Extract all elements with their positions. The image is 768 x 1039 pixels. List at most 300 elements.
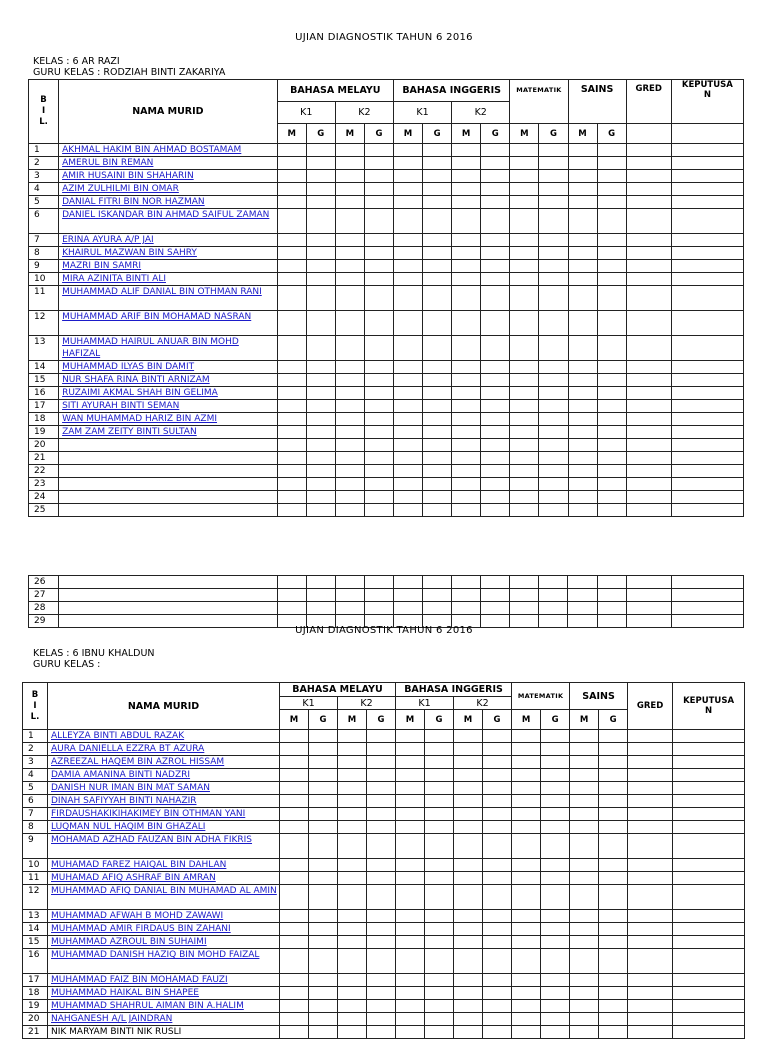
score-cell — [309, 1000, 338, 1013]
score-cell — [338, 769, 367, 782]
score-cell — [539, 374, 568, 387]
table-row — [23, 795, 745, 808]
student-name-link[interactable]: NUR SHAFA RINA BINTI ARNIZAM — [62, 375, 210, 385]
col-header-k2: K2 — [338, 697, 396, 710]
table-row — [29, 576, 744, 589]
score-cell — [483, 808, 512, 821]
score-cell — [367, 859, 396, 872]
score-cell — [364, 183, 393, 196]
score-cell — [597, 387, 626, 400]
score-cell — [599, 782, 628, 795]
score-cell — [541, 743, 570, 756]
student-name-link[interactable]: MUHAMMAD AFWAH B MOHD ZAWAWI — [51, 911, 224, 921]
col-header-m: M — [512, 710, 541, 730]
student-name-link[interactable]: MUHAMMAD SHAHRUL AIMAN BIN A.HALIM — [51, 1001, 244, 1011]
score-cell — [280, 949, 309, 974]
score-cell — [423, 234, 452, 247]
score-cell — [338, 872, 367, 885]
score-cell — [512, 936, 541, 949]
student-name-link[interactable]: MIRA AZINITA BINTI ALI — [62, 274, 166, 284]
score-cell — [364, 144, 393, 157]
score-cell — [423, 170, 452, 183]
score-cell — [673, 756, 745, 769]
score-cell — [568, 196, 597, 209]
student-name-cell — [59, 439, 278, 452]
student-name-link[interactable]: MUHAMMAD AFIQ DANIAL BIN MUHAMAD AL AMIN — [51, 886, 277, 896]
score-cell — [541, 949, 570, 974]
student-name-link[interactable]: AURA DANIELLA EZZRA BT AZURA — [51, 744, 205, 754]
score-cell — [539, 273, 568, 286]
row-number: 10 — [29, 273, 59, 286]
score-cell — [425, 885, 454, 910]
student-name-link[interactable]: MOHAMAD AZHAD FAUZAN BIN ADHA FIKRIS — [51, 835, 253, 845]
score-cell — [277, 387, 306, 400]
score-cell — [599, 974, 628, 987]
col-header-m: M — [454, 710, 483, 730]
score-cell — [425, 808, 454, 821]
score-cell — [570, 834, 599, 859]
score-cell — [481, 286, 510, 311]
score-cell — [483, 936, 512, 949]
student-name-cell — [48, 834, 280, 859]
student-name-link[interactable]: KHAIRUL MAZWAN BIN SAHRY — [62, 248, 197, 258]
score-cell — [306, 439, 335, 452]
score-cell — [671, 311, 743, 336]
score-cell — [280, 782, 309, 795]
score-cell — [483, 821, 512, 834]
score-cell — [626, 504, 671, 517]
score-cell — [396, 769, 425, 782]
score-cell — [597, 361, 626, 374]
score-cell — [425, 756, 454, 769]
student-name-link[interactable]: MUHAMMAD DANISH HAZIQ BIN MOHD FAIZAL — [51, 950, 260, 960]
student-name-link[interactable]: MAZRI BIN SAMRI — [62, 261, 142, 271]
score-cell — [481, 144, 510, 157]
score-cell — [335, 602, 364, 615]
student-name-cell — [48, 769, 280, 782]
score-cell — [628, 885, 673, 910]
score-cell — [454, 936, 483, 949]
score-cell — [628, 1000, 673, 1013]
col-header-m: M — [568, 124, 597, 144]
row-number: 9 — [23, 834, 48, 859]
col-header-m: M — [335, 124, 364, 144]
score-cell — [541, 910, 570, 923]
student-name-link[interactable]: DANIEL ISKANDAR BIN AHMAD SAIFUL ZAMAN — [62, 210, 270, 220]
col-header-g: G — [364, 124, 393, 144]
score-cell — [280, 872, 309, 885]
score-cell — [364, 602, 393, 615]
score-cell — [626, 260, 671, 273]
score-cell — [626, 589, 671, 602]
score-cell — [510, 286, 539, 311]
score-cell — [338, 808, 367, 821]
score-cell — [280, 769, 309, 782]
col-header-matematik: MATEMATIK — [512, 683, 570, 710]
student-name-cell — [48, 1026, 280, 1039]
score-cell — [306, 465, 335, 478]
score-cell — [277, 260, 306, 273]
student-name-cell — [59, 387, 278, 400]
student-name-link[interactable]: MUHAMMAD ARIF BIN MOHAMAD NASRAN — [62, 312, 252, 322]
score-cell — [425, 949, 454, 974]
score-cell — [393, 196, 422, 209]
student-name-link[interactable]: AKHMAL HAKIM BIN AHMAD BOSTAMAM — [62, 145, 242, 155]
score-cell — [335, 478, 364, 491]
teacher-label-2: GURU KELAS : — [33, 659, 101, 670]
score-cell — [277, 426, 306, 439]
score-cell — [599, 1000, 628, 1013]
student-name-link[interactable]: DANIAL FITRI BIN NOR HAZMAN — [62, 197, 205, 207]
score-cell — [454, 987, 483, 1000]
score-cell — [671, 234, 743, 247]
student-name-link[interactable]: LUQMAN NUL HAQIM BIN GHAZALI — [51, 822, 206, 832]
score-cell — [393, 170, 422, 183]
score-cell — [452, 576, 481, 589]
student-name-link[interactable]: ALLEYZA BINTI ABDUL RAZAK — [51, 731, 185, 741]
score-cell — [452, 452, 481, 465]
score-cell — [280, 936, 309, 949]
score-cell — [364, 439, 393, 452]
score-cell — [423, 374, 452, 387]
score-cell — [539, 286, 568, 311]
score-cell — [597, 336, 626, 361]
student-name-link[interactable]: MUHAMMAD AMIR FIRDAUS BIN ZAHANI — [51, 924, 231, 934]
row-number: 14 — [23, 923, 48, 936]
score-cell — [396, 730, 425, 743]
col-header-g: G — [425, 710, 454, 730]
score-cell — [454, 872, 483, 885]
score-cell — [423, 602, 452, 615]
student-name-cell — [59, 576, 278, 589]
score-cell — [425, 834, 454, 859]
student-name-link[interactable]: AZIM ZULHILMI BIN OMAR — [62, 184, 179, 194]
table-row — [29, 439, 744, 452]
score-cell — [423, 452, 452, 465]
score-cell — [570, 743, 599, 756]
score-cell — [452, 273, 481, 286]
score-cell — [626, 286, 671, 311]
score-cell — [393, 234, 422, 247]
score-cell — [338, 910, 367, 923]
score-cell — [423, 157, 452, 170]
score-cell — [425, 769, 454, 782]
score-cell — [364, 452, 393, 465]
score-cell — [481, 336, 510, 361]
score-cell — [671, 247, 743, 260]
col-header-m: M — [277, 124, 306, 144]
score-cell — [335, 465, 364, 478]
row-number: 9 — [29, 260, 59, 273]
score-cell — [280, 756, 309, 769]
score-cell — [338, 974, 367, 987]
score-cell — [481, 260, 510, 273]
score-cell — [338, 834, 367, 859]
score-cell — [277, 183, 306, 196]
score-cell — [335, 234, 364, 247]
student-name-link[interactable]: DINAH SAFIYYAH BINTI NAHAZIR — [51, 796, 197, 806]
score-cell — [364, 247, 393, 260]
score-cell — [481, 196, 510, 209]
score-cell — [597, 576, 626, 589]
score-cell — [628, 974, 673, 987]
student-name-link[interactable]: MUHAMMAD ALIF DANIAL BIN OTHMAN RANI — [62, 287, 262, 297]
score-cell — [364, 157, 393, 170]
score-cell — [393, 336, 422, 361]
score-cell — [423, 478, 452, 491]
score-cell — [452, 209, 481, 234]
student-name-link[interactable]: ZAM ZAM ZEITY BINTI SULTAN — [62, 427, 197, 437]
score-cell — [539, 491, 568, 504]
score-cell — [277, 196, 306, 209]
score-cell — [306, 196, 335, 209]
score-cell — [510, 400, 539, 413]
score-cell — [568, 576, 597, 589]
score-cell — [338, 859, 367, 872]
score-cell — [335, 491, 364, 504]
table-row — [23, 1026, 745, 1039]
score-cell — [280, 1000, 309, 1013]
row-number: 3 — [29, 170, 59, 183]
score-cell — [628, 821, 673, 834]
score-cell — [510, 234, 539, 247]
score-cell — [335, 273, 364, 286]
score-cell — [277, 439, 306, 452]
score-cell — [277, 576, 306, 589]
score-cell — [452, 157, 481, 170]
table-row — [23, 834, 745, 859]
col-header-bil: B I L. — [23, 683, 48, 730]
row-number: 13 — [29, 336, 59, 361]
score-cell — [481, 491, 510, 504]
score-cell — [393, 452, 422, 465]
score-cell — [364, 465, 393, 478]
score-cell — [364, 491, 393, 504]
row-number: 20 — [23, 1013, 48, 1026]
score-cell — [541, 834, 570, 859]
score-cell — [483, 949, 512, 974]
score-cell — [425, 974, 454, 987]
col-header-matematik: MATEMATIK — [510, 80, 568, 124]
score-cell — [306, 361, 335, 374]
score-cell — [539, 576, 568, 589]
score-cell — [671, 361, 743, 374]
score-cell — [309, 756, 338, 769]
score-cell — [306, 602, 335, 615]
score-cell — [280, 885, 309, 910]
student-name-link[interactable]: AMIR HUSAINI BIN SHAHARIN — [62, 171, 194, 181]
score-cell — [539, 602, 568, 615]
student-name-cell — [48, 987, 280, 1000]
score-cell — [597, 247, 626, 260]
score-cell — [306, 491, 335, 504]
score-cell — [423, 286, 452, 311]
score-cell — [396, 974, 425, 987]
score-cell — [280, 859, 309, 872]
score-cell — [452, 439, 481, 452]
score-cell — [510, 311, 539, 336]
student-name-cell — [59, 465, 278, 478]
student-name-link[interactable]: FIRDAUSHAKIKIHAKIMEY BIN OTHMAN YANI — [51, 809, 246, 819]
student-name-link[interactable]: MUHAMMAD ILYAS BIN DAMIT — [62, 362, 195, 372]
score-cell — [568, 452, 597, 465]
score-cell — [277, 465, 306, 478]
score-cell — [277, 247, 306, 260]
score-cell — [568, 589, 597, 602]
col-header-g: G — [423, 124, 452, 144]
row-number: 19 — [23, 1000, 48, 1013]
score-cell — [338, 756, 367, 769]
student-name-link[interactable]: AZREEZAL HAQEM BIN AZROL HISSAM — [51, 757, 225, 767]
score-cell — [512, 987, 541, 1000]
col-header-m: M — [396, 710, 425, 730]
score-cell — [673, 987, 745, 1000]
col-header-g: G — [481, 124, 510, 144]
student-name-link[interactable]: NAHGANESH A/L JAINDRAN — [51, 1014, 173, 1024]
score-cell — [539, 196, 568, 209]
score-cell — [309, 730, 338, 743]
score-cell — [510, 336, 539, 361]
score-cell — [277, 286, 306, 311]
student-name-link[interactable]: MUHAMMAD FAIZ BIN MOHAMAD FAUZI — [51, 975, 228, 985]
student-name-cell — [48, 885, 280, 910]
score-cell — [454, 808, 483, 821]
score-cell — [425, 782, 454, 795]
score-cell — [396, 910, 425, 923]
score-cell — [396, 872, 425, 885]
student-name-cell — [59, 400, 278, 413]
score-cell — [338, 1000, 367, 1013]
score-cell — [483, 834, 512, 859]
score-cell — [626, 400, 671, 413]
student-name-link[interactable]: ERINA AYURA A/P JAI — [62, 235, 154, 245]
score-cell — [597, 234, 626, 247]
student-name-cell — [48, 795, 280, 808]
score-cell — [306, 286, 335, 311]
student-name-link[interactable]: MUHAMMAD HAIKAL BIN SHAPEE — [51, 988, 199, 998]
score-cell — [364, 426, 393, 439]
score-cell — [570, 859, 599, 872]
score-cell — [309, 795, 338, 808]
student-name-link[interactable]: MUHAMAD FAREZ HAIQAL BIN DAHLAN — [51, 860, 227, 870]
score-cell — [277, 311, 306, 336]
table-row — [23, 872, 745, 885]
table-row — [23, 987, 745, 1000]
score-cell — [628, 949, 673, 974]
score-cell — [338, 923, 367, 936]
student-name-link[interactable]: WAN MUHAMMAD HARIZ BIN AZMI — [62, 414, 218, 424]
score-cell — [277, 144, 306, 157]
score-cell — [335, 286, 364, 311]
score-cell — [306, 260, 335, 273]
score-cell — [280, 795, 309, 808]
score-cell — [335, 144, 364, 157]
score-cell — [539, 209, 568, 234]
score-cell — [671, 374, 743, 387]
score-cell — [425, 1000, 454, 1013]
student-name-link[interactable]: MUHAMMAD AZROUL BIN SUHAIMI — [51, 937, 207, 947]
score-cell — [454, 1026, 483, 1039]
row-number: 18 — [23, 987, 48, 1000]
score-cell — [512, 730, 541, 743]
col-header-keputusan: KEPUTUSA N — [673, 683, 745, 730]
student-name-link[interactable]: MUHAMAD AFIQ ASHRAF BIN AMRAN — [51, 873, 216, 883]
score-cell — [338, 730, 367, 743]
score-cell — [628, 756, 673, 769]
score-cell — [393, 286, 422, 311]
page-title-2: UJIAN DIAGNOSTIK TAHUN 6 2016 — [295, 625, 473, 636]
score-cell — [306, 209, 335, 234]
col-header-g: G — [597, 124, 626, 144]
score-cell — [599, 910, 628, 923]
score-cell — [277, 452, 306, 465]
score-cell — [364, 273, 393, 286]
score-cell — [512, 756, 541, 769]
score-cell — [454, 834, 483, 859]
col-header-g: G — [539, 124, 568, 144]
score-cell — [483, 1000, 512, 1013]
score-cell — [393, 311, 422, 336]
score-cell — [673, 1026, 745, 1039]
row-number: 10 — [23, 859, 48, 872]
row-number: 4 — [23, 769, 48, 782]
score-cell — [671, 413, 743, 426]
score-cell — [510, 196, 539, 209]
score-cell — [539, 260, 568, 273]
score-cell — [277, 400, 306, 413]
table-row — [29, 452, 744, 465]
table-row — [23, 756, 745, 769]
student-name-link[interactable]: MUHAMMAD HAIRUL ANUAR BIN MOHD HAFIZAL — [62, 337, 239, 359]
score-cell — [570, 795, 599, 808]
score-cell — [335, 387, 364, 400]
score-cell — [335, 260, 364, 273]
score-cell — [597, 260, 626, 273]
score-cell — [626, 491, 671, 504]
student-name-link[interactable]: RUZAIMI AKMAL SHAH BIN GELIMA — [62, 388, 218, 398]
row-number: 11 — [29, 286, 59, 311]
score-cell — [570, 885, 599, 910]
score-cell — [541, 795, 570, 808]
score-cell — [512, 949, 541, 974]
row-number: 12 — [23, 885, 48, 910]
student-name-link[interactable]: DANISH NUR IMAN BIN MAT SAMAN — [51, 783, 210, 793]
score-cell — [423, 400, 452, 413]
score-cell — [309, 821, 338, 834]
student-name-link[interactable]: DAMIA AMANINA BINTI NADZRI — [51, 770, 191, 780]
table-row — [29, 478, 744, 491]
score-cell — [393, 478, 422, 491]
row-number: 11 — [23, 872, 48, 885]
score-cell — [393, 426, 422, 439]
student-name-cell — [59, 504, 278, 517]
student-name-link[interactable]: AMERUL BIN REMAN — [62, 158, 154, 168]
student-name-link[interactable]: SITI AYURAH BINTI SEMAN — [62, 401, 180, 411]
score-cell — [539, 234, 568, 247]
score-cell — [481, 273, 510, 286]
score-cell — [510, 576, 539, 589]
col-header-m: M — [393, 124, 422, 144]
score-cell — [280, 743, 309, 756]
score-cell — [423, 209, 452, 234]
score-cell — [510, 361, 539, 374]
col-header-k1: K1 — [396, 697, 454, 710]
score-cell — [396, 987, 425, 1000]
score-cell — [364, 478, 393, 491]
student-name-cell — [59, 247, 278, 260]
score-cell — [454, 974, 483, 987]
score-cell — [568, 247, 597, 260]
